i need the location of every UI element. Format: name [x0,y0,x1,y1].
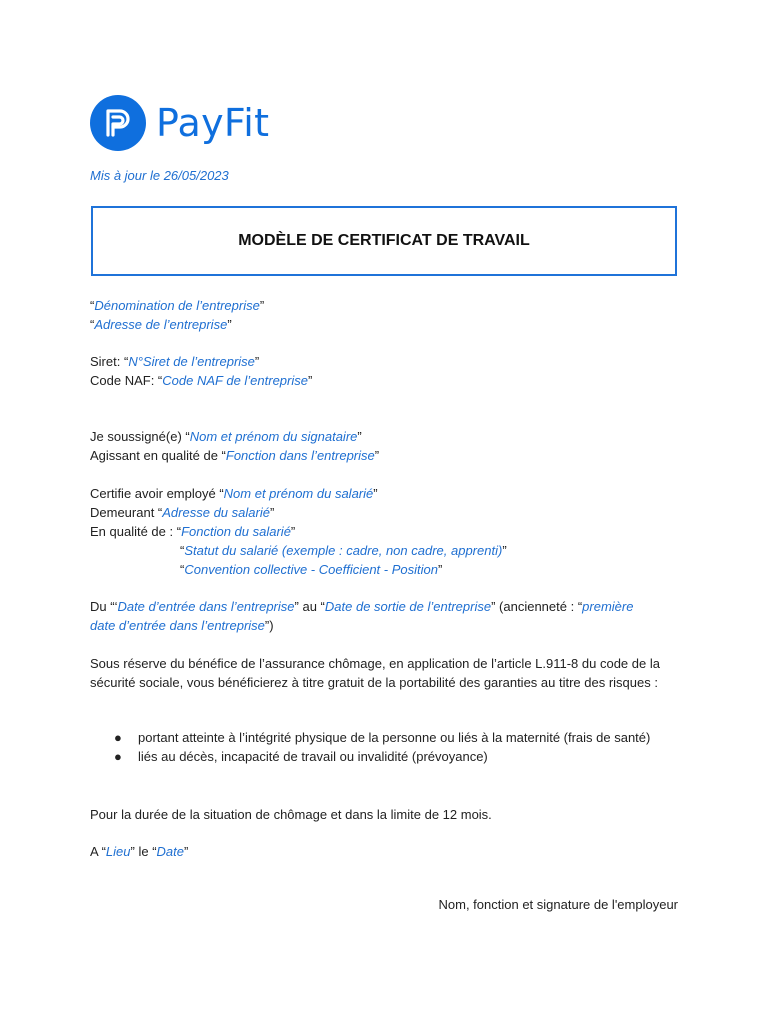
period-block [90,597,690,635]
company-block [90,296,690,334]
siret-placeholder[interactable]: N°Siret de l’entreprise [128,354,255,369]
signature-label: Nom, fonction et signature de l'employeur [438,897,678,912]
employee-certify-intro: Certifie avoir employé [90,486,220,501]
list-item [90,728,690,747]
update-date: Mis à jour le 26/05/2023 [90,168,229,183]
place-date-line: A “Lieu” le “Date” [90,844,189,859]
document-title: MODÈLE DE CERTIFICAT DE TRAVAIL [238,232,530,249]
risks-list-block [90,728,690,766]
entry-date-placeholder[interactable]: Date d’entrée dans l’entreprise [117,599,295,614]
employee-block [90,484,690,579]
period-line-1: Du “‘Date d’entrée dans l’entreprise” au “Date de sortie de l’entreprise” (ancienneté : “première [90,599,634,614]
employee-convention-placeholder[interactable]: Convention collective - Coefficient - Position [184,562,438,577]
period-line-2: date d’entrée dans l’entreprise”) [90,618,274,633]
place-prefix: A [90,844,102,859]
employee-address-intro: Demeurant [90,505,158,520]
signatory-block [90,427,690,465]
period-au: au [298,599,321,614]
naf-label: Code NAF: [90,373,158,388]
seniority-intro: (ancienneté : [495,599,578,614]
bullet-icon: ● [114,749,122,764]
company-address-line: “Adresse de l’entreprise” [90,317,232,332]
employee-name-line: Certifie avoir employé “Nom et prénom du salarié” [90,486,378,501]
risks-list [90,728,690,766]
employee-status-placeholder[interactable]: Statut du salarié (exemple : cadre, non cadre, apprenti) [184,543,503,558]
signatory-role-placeholder[interactable]: Fonction dans l’entreprise [225,448,375,463]
duration-text: Pour la durée de la situation de chômage et dans la limite de 12 mois. [90,807,492,822]
company-name-placeholder[interactable]: Dénomination de l’entreprise [94,298,260,313]
period-close: ) [269,618,274,633]
brand-name: PayFit [156,101,270,145]
list-item-text: portant atteinte à l’intégrité physique de la personne ou liés à la maternité (frais de santé) [138,730,651,745]
period-du: Du [90,599,111,614]
signatory-name-placeholder[interactable]: Nom et prénom du signataire [189,429,358,444]
employee-address-placeholder[interactable]: Adresse du salarié [162,505,270,520]
seniority-placeholder-end[interactable]: date d’entrée dans l’entreprise [90,618,265,633]
date-prefix: le [134,844,153,859]
seniority-placeholder-start[interactable]: première [582,599,634,614]
title-box [91,206,677,276]
payfit-logo [90,95,269,151]
employee-name-placeholder[interactable]: Nom et prénom du salarié [223,486,374,501]
employee-convention-line: “Convention collective - Coefficient - Position” [180,562,443,577]
exit-date-placeholder[interactable]: Date de sortie de l’entreprise [324,599,492,614]
employee-status-line: “Statut du salarié (exemple : cadre, non cadre, apprenti)” [180,543,507,558]
employee-role-placeholder[interactable]: Fonction du salarié [181,524,291,539]
employee-address-line: Demeurant “Adresse du salarié” [90,505,275,520]
place-placeholder[interactable]: Lieu [105,844,131,859]
signatory-intro: Je soussigné(e) [90,429,186,444]
company-name-line: “Dénomination de l’entreprise” [90,298,265,313]
naf-placeholder[interactable]: Code NAF de l’entreprise [162,373,308,388]
list-item-text: liés au décès, incapacité de travail ou invalidité (prévoyance) [138,749,488,764]
employee-role-line: En qualité de : “Fonction du salarié” [90,524,296,539]
signatory-name-line: Je soussigné(e) “Nom et prénom du signataire” [90,429,362,444]
date-placeholder[interactable]: Date [156,844,184,859]
naf-line: Code NAF: “Code NAF de l’entreprise” [90,373,313,388]
list-item [90,747,690,766]
company-address-placeholder[interactable]: Adresse de l’entreprise [94,317,228,332]
siret-line: Siret: “N°Siret de l’entreprise” [90,354,260,369]
company-ids-block [90,352,690,390]
employee-role-intro: En qualité de : [90,524,177,539]
signatory-role-intro: Agissant en qualité de [90,448,222,463]
payfit-logo-icon [90,95,146,151]
bullet-icon: ● [114,730,122,745]
reserve-paragraph: Sous réserve du bénéfice de l’assurance chômage, en application de l’article L.911-8 du code de la sécurité sociale, vous bénéficierez à titre gratuit de la portabilité des garanties au titre des risques : [90,656,660,690]
signatory-role-line: Agissant en qualité de “Fonction dans l’entreprise” [90,448,380,463]
siret-label: Siret: [90,354,124,369]
